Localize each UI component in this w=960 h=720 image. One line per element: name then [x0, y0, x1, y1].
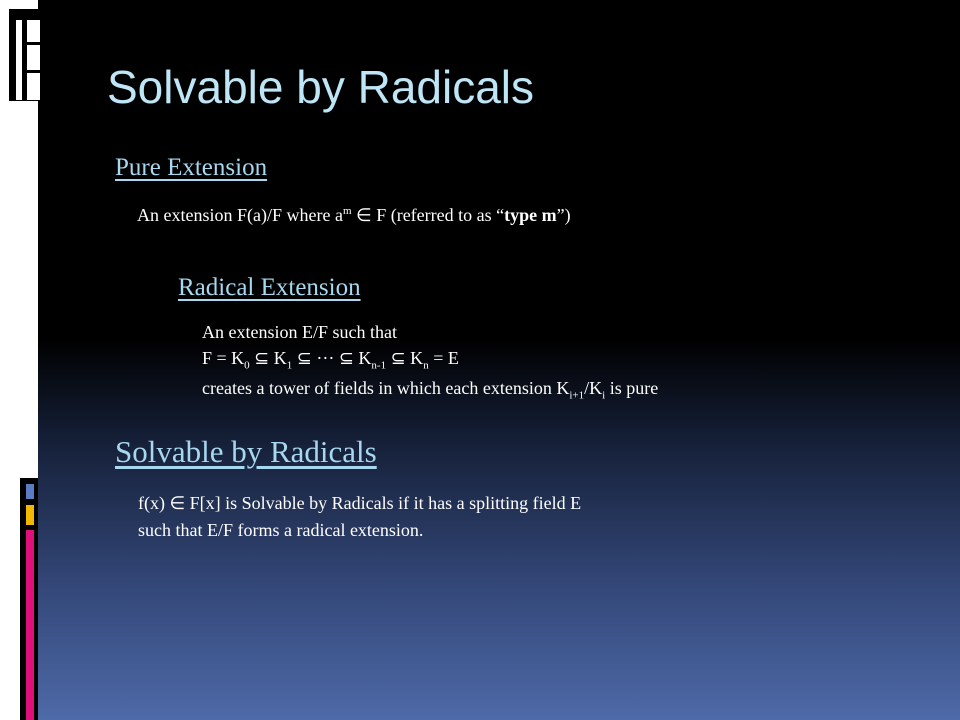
- pure-extension-heading: Pure Extension: [115, 154, 268, 181]
- text-segment: ∈ F (referred to as “: [351, 205, 505, 225]
- text-segment: ⊆ K: [386, 348, 424, 369]
- subscript: n-1: [371, 359, 387, 372]
- subscript: n: [423, 359, 429, 372]
- color-bar-accent: [20, 478, 38, 720]
- text-segment: creates a tower of fields in which each extension K: [202, 377, 570, 398]
- subscript: 0: [244, 359, 250, 372]
- slide-frame-icon: [0, 0, 40, 110]
- text-segment: /K: [584, 377, 603, 398]
- bold-term: type m: [504, 205, 557, 225]
- text-segment: is pure: [605, 377, 659, 398]
- solvable-heading: Solvable by Radicals: [115, 434, 377, 469]
- subscript: 1: [286, 359, 293, 372]
- text-segment: ⊆ K: [249, 348, 287, 369]
- solvable-definition: [138, 490, 581, 543]
- radical-extension-definition: [202, 319, 658, 404]
- text-segment: ⊆ ··· ⊆ K: [292, 348, 372, 369]
- definition-line: [202, 375, 658, 405]
- superscript: m: [342, 205, 352, 217]
- text-segment: An extension F(a)/F where a: [137, 205, 343, 225]
- text-segment: ”): [556, 205, 571, 225]
- subscript: i: [602, 389, 606, 402]
- pure-extension-definition: [137, 205, 571, 226]
- radical-extension-heading: Radical Extension: [178, 274, 361, 301]
- definition-line: An extension E/F such that: [202, 322, 397, 342]
- slide-title: Solvable by Radicals: [107, 61, 535, 113]
- subscript: i+1: [569, 389, 585, 402]
- definition-line: such that E/F forms a radical extension.: [138, 519, 424, 540]
- field-tower-formula: [202, 345, 658, 375]
- text-segment: F = K: [202, 348, 245, 369]
- text-segment: = E: [428, 348, 459, 369]
- definition-line: f(x) ∈ F[x] is Solvable by Radicals if it has a splitting field E: [138, 493, 582, 513]
